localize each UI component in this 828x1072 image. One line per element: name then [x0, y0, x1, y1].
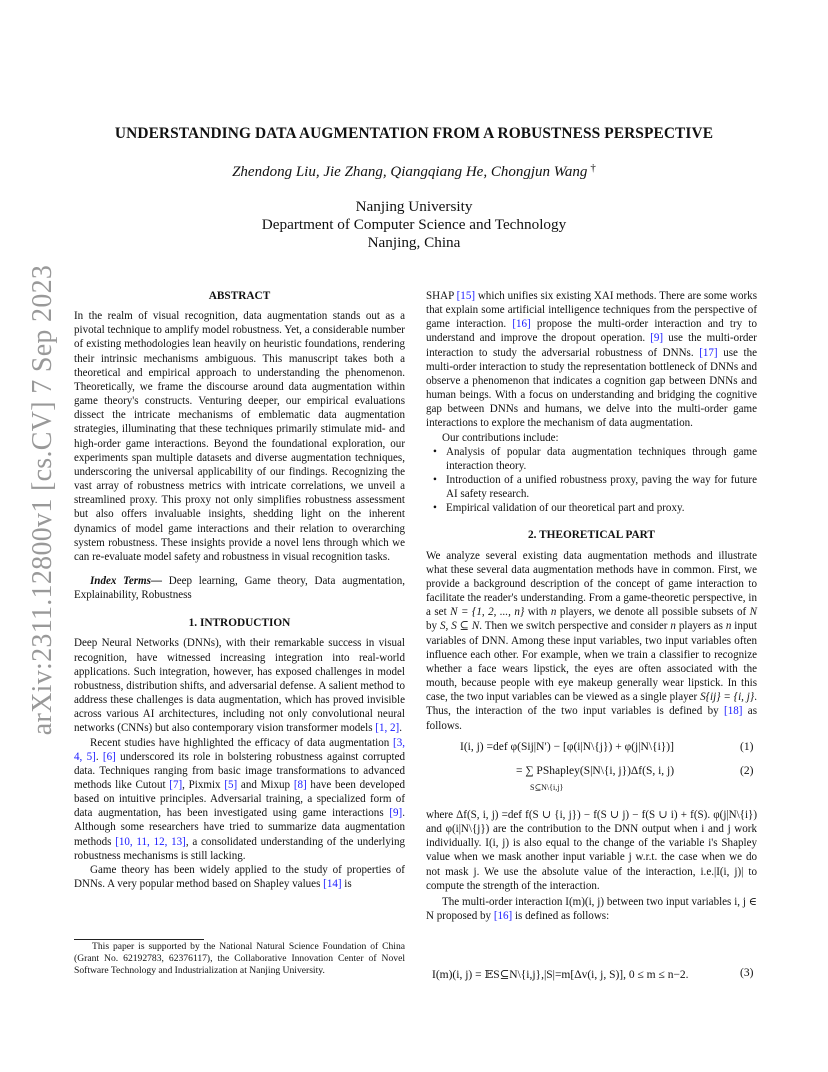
right-paragraph-1: SHAP [15] which unifies six existing XAI methods. There are some works that explain some artificial intelligence techniques from the perspective of game interaction. [16] propose the multi-order interaction and try to understand and improve the dropout operation. [9] use the multi-order interaction to study the adversarial robustness of DNNs. [17] use the multi-order interaction to study the representation bottleneck of DNNs and observe a phenomenon that indicates a cognition gap between DNNs and human beings. With a focus on understanding and bridging the cognitive gap between DNNs and humans, we delve into the multi-order game interactions to explore the mechanism of data augmentation. [426, 290, 757, 430]
contributions-intro: Our contributions include: [442, 431, 559, 444]
list-item: • Analysis of popular data augmentation techniques through game interaction theory. [446, 445, 757, 473]
right-column [426, 289, 757, 733]
intro-heading: 1. INTRODUCTION [188, 617, 291, 630]
section2-paragraph-1: We analyze several existing data augmentation methods and illustrate what these several data augmentation methods have in common. First, we provide a background description of the concept of game interaction to facilitate the reader's understanding. From a game-theoretic perspective, in a set N = {1, 2, ..., n} with n players, we denote all possible subsets of N by S, S ⊆ N. Then we switch perspective and consider n players as n input variables of DNN. Among these input variables, two input variables often influence each other. For example, when we train a classifier to recognize whether a face wears lipstick, the eyes are often associated with the mouth, because people with eye makeup generally wear lipstick. In this case, the two input variables can be viewed as a single player S{ij} = {i, j}. Thus, the interaction of the two input variables is defined by [18] as follows. [426, 549, 758, 732]
intro-paragraph-3: Game theory has been widely applied to the study of properties of DNNs. A very popular method based on Shapley values [14] is [74, 863, 405, 891]
equation-2-number: (2) [740, 765, 754, 777]
paper-title: UNDERSTANDING DATA AUGMENTATION FROM A ROBUSTNESS PERSPECTIVE [114, 125, 714, 142]
equation-2: = ∑ PShapley(S|N\{i, j})Δf(S, i, j) [516, 765, 675, 777]
section2-heading: 2. THEORETICAL PART [528, 528, 655, 541]
contributions-list [426, 445, 757, 516]
abstract-heading: ABSTRACT [208, 290, 271, 302]
footnote: This paper is supported by the National Natural Science Foundation of China (Grant No. 62192783, 62376117), the Collaborative Innovation Center of Novel Software Technology and Industrialization at Nanjing University. [74, 941, 405, 977]
abstract-text: In the realm of visual recognition, data augmentation stands out as a pivotal technique to amplify model robustness. Yet, a considerable number of existing methodologies lean heavily on heuristic foundations, rendering their intrinsic mechanisms ambiguous. This manuscript takes both a theoretical and empirical approach to understanding the phenomenon. Theoretically, we frame the discourse around data augmentation within game theory's constructs. Venturing deeper, our empirical evaluations dissect the intricate mechanisms of emblematic data augmentation strategies, illuminating that these techniques primarily stimulate mid- and high-order game interactions. Beyond the foundational exploration, our experiments span multiple datasets and diverse augmentation techniques, underscoring the universal applicability of our findings. Recognizing the vast array of robustness metrics with intricate correlations, we unveil a streamlined proxy. This proxy not only simplifies robustness assessment but also offers invaluable insights, shedding light on the inherent dynamics of model game interactions and their relation to overarching system robustness. These insights provide a novel lens through which we can re-evaluate model safety and robustness in visual recognition tasks. [74, 310, 405, 563]
right-column-lower [426, 808, 757, 923]
left-column [74, 289, 405, 891]
affiliation-line: Department of Computer Science and Technology [261, 216, 567, 233]
list-item: • Empirical validation of our theoretical part and proxy. [446, 501, 757, 515]
intro-paragraph-1: Deep Neural Networks (DNNs), with their remarkable success in visual recognition, have witnessed increasing integration into real-world applications. Such integration, however, has exposed challenges in model robustness, distribution shifts, and adversarial defense. A salient method to address these challenges is data augmentation, which has proved invisible across various AI architectures, including not only convolutional neural networks (CNNs) but also contemporary vision transformer models [1, 2]. [74, 637, 405, 735]
equation-2-subscript: S⊆N\{i,j} [530, 783, 564, 792]
arxiv-side-stamp: arXiv:2311.12800v1 [cs.CV] 7 Sep 2023 [27, 264, 58, 736]
equation-1: I(i, j) =def φ(Sij|N′) − [φ(i|N\{j}) + φ(j|N\{i})] [460, 741, 674, 753]
author-list: Zhendong Liu, Jie Zhang, Qiangqiang He, Chongjun Wang † [232, 162, 596, 180]
footnote-rule [74, 939, 204, 940]
index-terms: Index Terms— Deep learning, Game theory, Data augmentation, Explainability, Robustness [74, 574, 406, 602]
author-footnote-mark: † [590, 162, 596, 174]
affiliation [0, 198, 828, 252]
section2-paragraph-2: where Δf(S, i, j) =def f(S ∪ {i, j}) − f(S ∪ j) − f(S ∪ i) + f(S). φ(j|N\{i}) and φ(i|N\{j}) are the contribution to the DNN output when i and j work individually. I(i, j) is also equal to the change of the variable i's Shapley value when we mask another input variable j w.r.t. the case when we do not mask j. We use the absolute value of the interaction, i.e.|I(i, j)| to compute the strength of the interaction. [426, 809, 757, 892]
equation-3-number: (3) [740, 967, 754, 979]
affiliation-line: Nanjing, China [367, 234, 461, 251]
section2-paragraph-3: The multi-order interaction I(m)(i, j) between two input variables i, j ∈ N proposed by [16] is defined as follows: [426, 895, 757, 923]
list-item: • Introduction of a unified robustness proxy, paving the way for future AI safety research. [446, 473, 757, 501]
intro-paragraph-2: Recent studies have highlighted the efficacy of data augmentation [3, 4, 5]. [6] underscored its role in bolstering robustness against corrupted data. Techniques ranging from basic image transformations to advanced methods like Cutout [7], Pixmix [5] and Mixup [8] have been developed based on intuitive principles. Adversarial training, a specialized form of data augmentation, has been investigated using game interactions [9]. Although some researchers have tried to summarize data augmentation methods [10, 11, 12, 13], a consolidated understanding of the underlying robustness mechanisms is still lacking. [74, 736, 405, 862]
equation-3: I(m)(i, j) = 𝔼S⊆N\{i,j},|S|=m[Δv(i, j, S)], 0 ≤ m ≤ n−2. [432, 969, 689, 981]
equation-1-number: (1) [740, 741, 754, 753]
affiliation-line: Nanjing University [355, 198, 473, 215]
